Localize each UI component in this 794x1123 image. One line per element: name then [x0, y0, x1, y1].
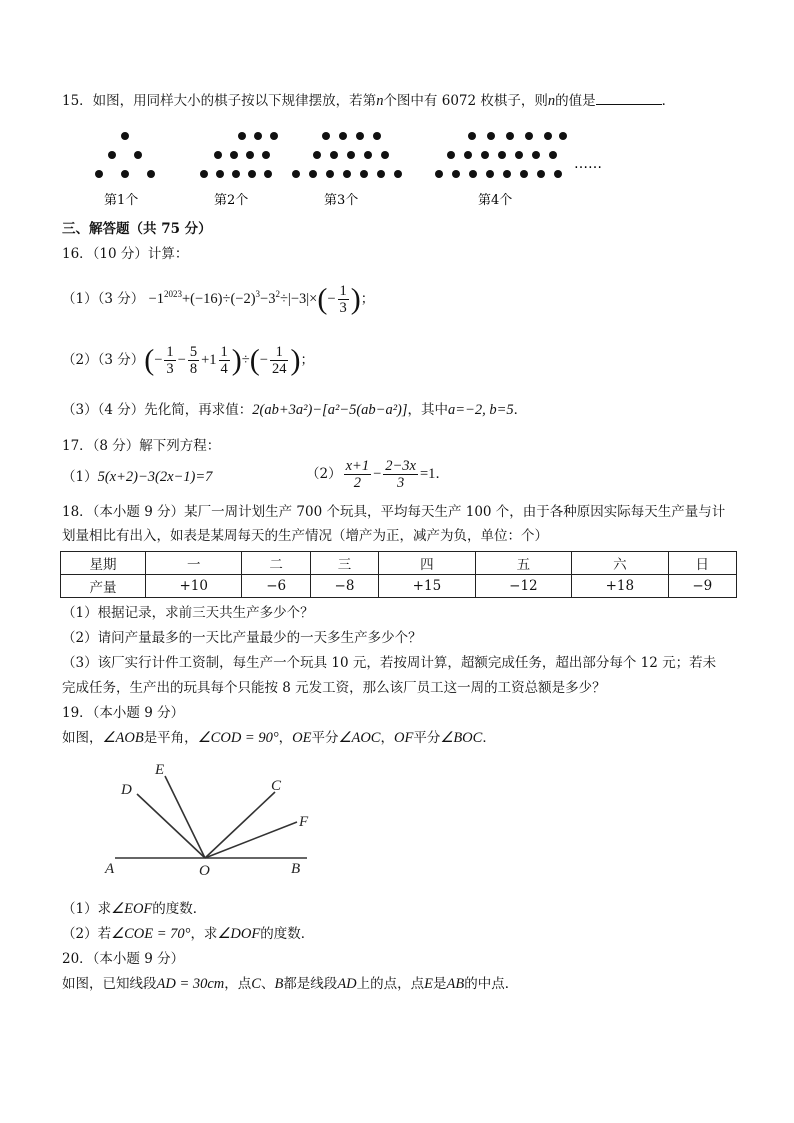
dot	[262, 151, 270, 159]
table-cell: 一	[146, 552, 242, 575]
q19-sub1: （1）求∠EOF的度数．	[62, 901, 207, 917]
label-C: C	[271, 778, 282, 794]
table-cell: +10	[146, 575, 242, 598]
label-D: D	[121, 782, 132, 798]
dot	[364, 151, 372, 159]
table-cell: 四	[379, 552, 475, 575]
table-cell: 六	[572, 552, 668, 575]
dot	[121, 170, 129, 178]
table-cell: −12	[475, 575, 571, 598]
q18-line1: 18．（本小题 9 分）某厂一周计划生产 700 个玩具，平均每天生产 100 个，由于各种原因实际每天生产量与计	[62, 504, 726, 520]
dot	[246, 151, 254, 159]
dot	[313, 151, 321, 159]
dot	[554, 170, 562, 178]
dot	[326, 170, 334, 178]
label-A: A	[105, 861, 115, 877]
table-cell: +18	[572, 575, 668, 598]
fig-label-4: 第4个	[478, 193, 513, 208]
label-B: B	[291, 861, 301, 877]
dot	[214, 151, 222, 159]
dot	[216, 170, 224, 178]
dot	[322, 132, 330, 140]
dot	[559, 132, 567, 140]
dot	[121, 132, 129, 140]
production-table	[60, 551, 737, 598]
dot	[108, 151, 116, 159]
q20-statement: 如图，已知线段AD = 30cm，点C、B都是线段AD上的点，点E是AB的中点．	[62, 976, 519, 992]
dot	[515, 151, 523, 159]
dot	[464, 151, 472, 159]
dot	[347, 151, 355, 159]
answer-blank[interactable]	[596, 90, 662, 105]
fig-label-2: 第2个	[214, 193, 249, 208]
dot	[537, 170, 545, 178]
q17-part2: （2） $\frac{x+1}{2}$ − $\frac{2-3x}{3}$ =1．	[306, 458, 449, 491]
dot	[232, 170, 240, 178]
dot	[532, 151, 540, 159]
table-cell: +15	[379, 575, 475, 598]
ray-OD	[137, 794, 205, 858]
q16-part1: （1）（3 分） $-1^{2023}+(-16)\div(-2)^3-3^2\div|-3|\times(-$ $\frac{1}{3}$ )；	[62, 282, 375, 316]
table-cell: 星期	[61, 552, 146, 575]
dot	[468, 132, 476, 140]
table-cell: 五	[475, 552, 571, 575]
q18-sub3b: 完成任务，生产出的玩具每个只能按 8 元发工资，那么该厂员工这一周的工资总额是多少？	[62, 680, 606, 696]
dot	[292, 170, 300, 178]
fig-label-3: 第3个	[324, 193, 359, 208]
q15-dot-pattern-figure	[90, 124, 630, 214]
dot	[248, 170, 256, 178]
dot	[134, 151, 142, 159]
dot	[339, 132, 347, 140]
label-E: E	[155, 762, 165, 778]
dot	[549, 151, 557, 159]
table-cell: −9	[668, 575, 736, 598]
dot	[544, 132, 552, 140]
dot	[200, 170, 208, 178]
dot	[506, 132, 514, 140]
table-cell: −6	[242, 575, 310, 598]
q17-title: 17．（8 分）解下列方程：	[62, 438, 221, 454]
q16-part3: （3）（4 分）先化简，再求值：2(ab+3a²)−[a²−5(ab−a²)]，其中a=−2, b=5．	[62, 402, 528, 418]
table-cell: 日	[668, 552, 736, 575]
label-O: O	[199, 863, 210, 879]
dot	[95, 170, 103, 178]
dot	[377, 170, 385, 178]
ray-OF	[205, 822, 297, 858]
table-cell: 二	[242, 552, 310, 575]
dot	[330, 151, 338, 159]
dot	[452, 170, 460, 178]
dot	[147, 170, 155, 178]
q19-statement: 如图，∠AOB是平角，∠COD = 90°，OE平分∠AOC，OF平分∠BOC．	[62, 730, 496, 746]
table-header-row	[61, 552, 737, 575]
q18-sub3a: （3）该厂实行计件工资制，每生产一个玩具 10 元，若按周计算，超额完成任务，超出部分每个 12 元；若未	[62, 655, 717, 671]
dot	[264, 170, 272, 178]
dot	[503, 170, 511, 178]
q17-part1: （1）5(x+2)−3(2x−1)=7	[62, 469, 213, 485]
q19-sub2: （2）若∠COE = 70°，求∠DOF的度数．	[62, 926, 315, 942]
dot	[373, 132, 381, 140]
ray-OC	[205, 792, 275, 858]
dot	[270, 132, 278, 140]
dot	[381, 151, 389, 159]
dot	[360, 170, 368, 178]
dot	[356, 132, 364, 140]
dot	[525, 132, 533, 140]
table-cell: 产量	[61, 575, 146, 598]
dot	[394, 170, 402, 178]
dot	[469, 170, 477, 178]
dot	[238, 132, 246, 140]
table-cell: 三	[310, 552, 378, 575]
dot	[230, 151, 238, 159]
q18-line2: 划量相比有出入，如表是某周每天的生产情况（增产为正，减产为负，单位：个）	[62, 528, 548, 544]
dot	[254, 132, 262, 140]
dot	[447, 151, 455, 159]
q16-title: 16．（10 分）计算：	[62, 246, 189, 262]
dot	[309, 170, 317, 178]
label-F: F	[299, 814, 309, 830]
section-heading: 三、解答题（共 75 分）	[62, 221, 212, 237]
q19-angle-figure	[95, 758, 335, 888]
fig-label-1: 第1个	[104, 193, 139, 208]
ray-OE	[165, 776, 205, 858]
dot	[481, 151, 489, 159]
dot	[520, 170, 528, 178]
dot	[343, 170, 351, 178]
dot	[435, 170, 443, 178]
table-cell: −8	[310, 575, 378, 598]
ellipsis: ……	[574, 156, 602, 172]
dot	[498, 151, 506, 159]
q18-sub1: （1）根据记录，求前三天共生产多少个？	[62, 605, 314, 621]
q15-text: 15．如图，用同样大小的棋子按以下规律摆放，若第n个图中有 6072 枚棋子，则n的值是 ．	[62, 90, 675, 111]
q16-part2: （2）（3 分）(− $\frac{1}{3}$ − $\frac{5}{8}$ +1 $\frac{1}{4}$ )÷(− $\frac{1}{24}$ )；	[62, 343, 314, 377]
table-row	[61, 575, 737, 598]
dot	[486, 170, 494, 178]
q19-title: 19．（本小题 9 分）	[62, 705, 185, 721]
dot	[487, 132, 495, 140]
q20-title: 20．（本小题 9 分）	[62, 951, 185, 967]
q18-sub2: （2）请问产量最多的一天比产量最少的一天多生产多少个？	[62, 630, 422, 646]
